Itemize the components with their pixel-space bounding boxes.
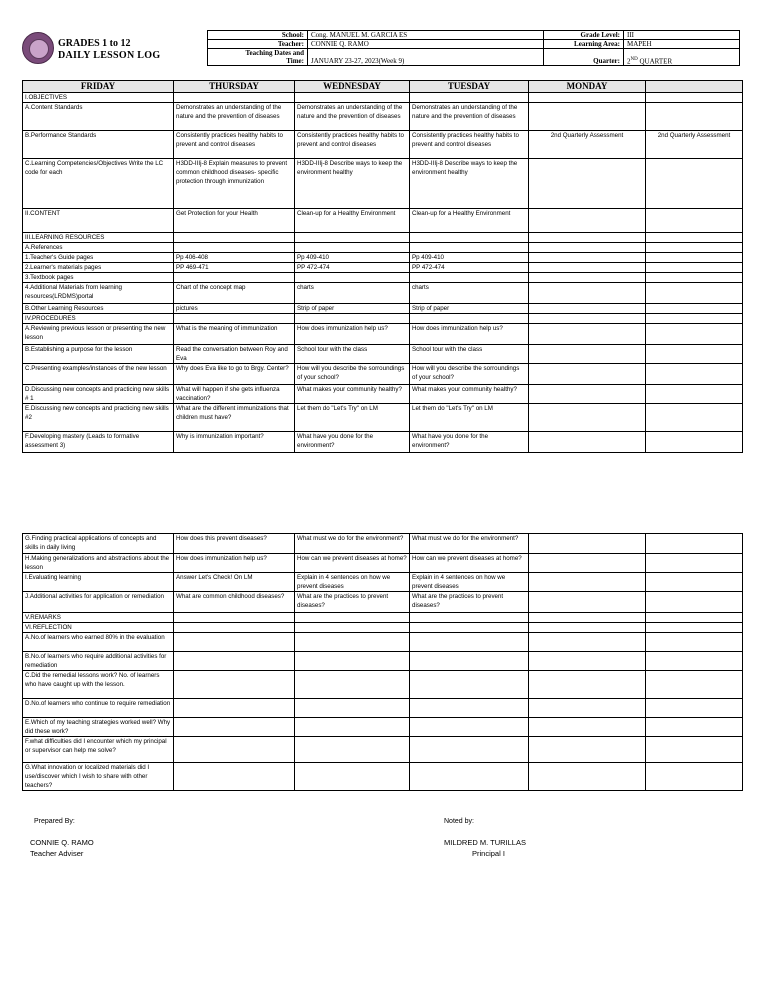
table-row (23, 345, 743, 364)
row-label: E.Discussing new concepts and practicing new skills #2 (23, 404, 174, 432)
cell-day-1: Pp 406-408 (174, 253, 295, 263)
cell-day-4 (529, 103, 646, 131)
table-row (23, 534, 743, 554)
cell-day-3: What must we do for the environment? (410, 534, 529, 554)
cell-day-2 (295, 737, 410, 763)
table-row (23, 364, 743, 385)
cell-day-3: How will you describe the sorroundings of your school? (410, 364, 529, 385)
row-label: I.Evaluating learning (23, 573, 174, 592)
cell-day-4 (529, 633, 646, 652)
cell-day-5 (646, 633, 743, 652)
noted-name: MILDRED M. TURILLAS (444, 838, 526, 847)
table-row (23, 613, 743, 623)
cell-day-5 (646, 345, 743, 364)
cell-day-3 (410, 233, 529, 243)
cell-day-5 (646, 592, 743, 613)
table-row (23, 253, 743, 263)
cell-day-4 (529, 763, 646, 791)
table-row (23, 243, 743, 253)
cell-day-2: Let them do "Let's Try" on LM (295, 404, 410, 432)
grade-label: Grade Level: (544, 31, 624, 40)
cell-day-3: H3DD-IIIj-8 Describe ways to keep the environment healthy (410, 159, 529, 209)
day-thursday: THURSDAY (174, 81, 295, 93)
info-table (207, 30, 740, 66)
cell-day-5 (646, 304, 743, 314)
cell-day-2: Demonstrates an understanding of the nature and the prevention of diseases (295, 103, 410, 131)
table-row (23, 385, 743, 404)
cell-day-5 (646, 233, 743, 243)
cell-day-2: What must we do for the environment? (295, 534, 410, 554)
prepared-title: Teacher Adviser (30, 849, 84, 858)
prepared-by-label: Prepared By: (34, 818, 75, 825)
cell-day-1: What will happen if she gets influenza vaccination? (174, 385, 295, 404)
table-row (23, 283, 743, 304)
cell-day-5 (646, 283, 743, 304)
cell-day-1 (174, 737, 295, 763)
table-row (23, 233, 743, 243)
row-label: C.Learning Competencies/Objectives Write the LC code for each (23, 159, 174, 209)
cell-day-2 (295, 652, 410, 671)
cell-day-4 (529, 209, 646, 233)
cell-day-2 (295, 623, 410, 633)
cell-day-5 (646, 364, 743, 385)
row-label: A.Content Standards (23, 103, 174, 131)
cell-day-2: Strip of paper (295, 304, 410, 314)
cell-day-4 (529, 263, 646, 273)
cell-day-5 (646, 573, 743, 592)
row-label: B.No.of learners who require additional activities for remediation (23, 652, 174, 671)
cell-day-1: Consistently practices healthy habits to prevent and control diseases (174, 131, 295, 159)
cell-day-3 (410, 763, 529, 791)
cell-day-3: School tour with the class (410, 345, 529, 364)
cell-day-4 (529, 699, 646, 718)
row-label: D.Discussing new concepts and practicing new skills # 1 (23, 385, 174, 404)
cell-day-5 (646, 159, 743, 209)
row-label: A.No.of learners who earned 80% in the evaluation (23, 633, 174, 652)
cell-day-2: School tour with the class (295, 345, 410, 364)
row-label: IV.PROCEDURES (23, 314, 174, 324)
cell-day-5 (646, 385, 743, 404)
title-daily-lesson-log: DAILY LESSON LOG (58, 50, 161, 61)
cell-day-3: How can we prevent diseases at home? (410, 554, 529, 573)
cell-day-4 (529, 159, 646, 209)
row-label: D.No.of learners who continue to require remediation (23, 699, 174, 718)
cell-day-1 (174, 623, 295, 633)
cell-day-4 (529, 253, 646, 263)
table-row (23, 304, 743, 314)
table-row (23, 623, 743, 633)
row-label: II.CONTENT (23, 209, 174, 233)
cell-day-2 (295, 233, 410, 243)
table-row (23, 718, 743, 737)
title-grades: GRADES 1 to 12 (58, 38, 131, 49)
row-label: III.LEARNING RESOURCES (23, 233, 174, 243)
dates-value: JANUARY 23-27, 2023(Week 9) (308, 49, 544, 66)
day-tuesday: TUESDAY (410, 81, 529, 93)
cell-day-4 (529, 534, 646, 554)
cell-day-1: What are common childhood diseases? (174, 592, 295, 613)
cell-day-1: What is the meaning of immunization (174, 324, 295, 345)
cell-day-1 (174, 652, 295, 671)
cell-day-1 (174, 763, 295, 791)
cell-day-4 (529, 737, 646, 763)
cell-day-2 (295, 633, 410, 652)
school-label: School: (208, 31, 308, 40)
table-row (23, 554, 743, 573)
cell-day-3 (410, 243, 529, 253)
table-row (23, 763, 743, 791)
cell-day-1 (174, 93, 295, 103)
prepared-name: CONNIE Q. RAMO (30, 838, 94, 847)
cell-day-2: PP 472-474 (295, 263, 410, 273)
table-row (23, 159, 743, 209)
row-label: 4.Additional Materials from learning resources(LRDMS)portal (23, 283, 174, 304)
school-value: Cong. MANUEL M. GARCIA ES (308, 31, 544, 40)
cell-day-4 (529, 652, 646, 671)
cell-day-2 (295, 613, 410, 623)
table-row (23, 633, 743, 652)
cell-day-5 (646, 324, 743, 345)
lesson-table-part1 (22, 80, 743, 453)
cell-day-4 (529, 613, 646, 623)
cell-day-1: Read the conversation between Roy and Eva (174, 345, 295, 364)
table-row (23, 404, 743, 432)
cell-day-5 (646, 613, 743, 623)
row-label: A.Reviewing previous lesson or presenting the new lesson (23, 324, 174, 345)
area-label: Learning Area: (544, 40, 624, 49)
table-row (23, 273, 743, 283)
row-label: G.What innovation or localized materials did I use/discover which I wish to share with other teachers? (23, 763, 174, 791)
cell-day-3 (410, 699, 529, 718)
grade-value: III (624, 31, 740, 40)
noted-title: Principal I (472, 849, 505, 858)
cell-day-1 (174, 671, 295, 699)
cell-day-3: Demonstrates an understanding of the nature and the prevention of diseases (410, 103, 529, 131)
cell-day-5 (646, 93, 743, 103)
cell-day-1: pictures (174, 304, 295, 314)
row-label: F.what difficulties did I encounter which my principal or supervisor can help me solve? (23, 737, 174, 763)
day-monday: MONDAY (529, 81, 646, 93)
cell-day-2: How can we prevent diseases at home? (295, 554, 410, 573)
row-label: 3.Textbook pages (23, 273, 174, 283)
cell-day-3 (410, 633, 529, 652)
row-label: F.Developing mastery (Leads to formative assessment 3) (23, 432, 174, 453)
cell-day-3 (410, 93, 529, 103)
cell-day-4 (529, 304, 646, 314)
cell-day-3: What makes your community healthy? (410, 385, 529, 404)
cell-day-1: How does this prevent diseases? (174, 534, 295, 554)
lesson-table-part2 (22, 533, 743, 791)
row-label: E.Which of my teaching strategies worked well? Why did these work? (23, 718, 174, 737)
table-row (23, 652, 743, 671)
cell-day-3: How does immunization help us? (410, 324, 529, 345)
cell-day-1: Why does Eva like to go to Brgy. Center? (174, 364, 295, 385)
row-label: B.Performance Standards (23, 131, 174, 159)
cell-day-4 (529, 554, 646, 573)
cell-day-4 (529, 592, 646, 613)
quarter-label: Quarter: (544, 49, 624, 66)
cell-day-4 (529, 324, 646, 345)
row-label: 1.Teacher's Guide pages (23, 253, 174, 263)
cell-day-5 (646, 273, 743, 283)
cell-day-3: Pp 409-410 (410, 253, 529, 263)
cell-day-3: Strip of paper (410, 304, 529, 314)
cell-day-4 (529, 385, 646, 404)
table-row (23, 432, 743, 453)
cell-day-3 (410, 613, 529, 623)
cell-day-3: What are the practices to prevent diseases? (410, 592, 529, 613)
cell-day-3 (410, 671, 529, 699)
cell-day-4 (529, 345, 646, 364)
day-header-row (23, 81, 743, 93)
cell-day-3: PP 472-474 (410, 263, 529, 273)
cell-day-5 (646, 554, 743, 573)
cell-day-1: Answer Let's Check! On LM (174, 573, 295, 592)
cell-day-4 (529, 233, 646, 243)
cell-day-1: What are the different immunizations that children must have? (174, 404, 295, 432)
cell-day-5 (646, 652, 743, 671)
cell-day-5 (646, 404, 743, 432)
table-row (23, 573, 743, 592)
table-row (23, 737, 743, 763)
cell-day-2: Pp 409-410 (295, 253, 410, 263)
cell-day-4 (529, 573, 646, 592)
cell-day-2: What have you done for the environment? (295, 432, 410, 453)
cell-day-2 (295, 671, 410, 699)
cell-day-3: charts (410, 283, 529, 304)
table-row (23, 699, 743, 718)
area-value: MAPEH (624, 40, 740, 49)
row-label: A.References (23, 243, 174, 253)
cell-day-1: H3DD-IIIj-8 Explain measures to prevent common childhood diseases- specific protection through immunization (174, 159, 295, 209)
cell-day-1 (174, 273, 295, 283)
table-row (23, 209, 743, 233)
table-row (23, 592, 743, 613)
cell-day-1: Demonstrates an understanding of the nature and the prevention of diseases (174, 103, 295, 131)
table-row (23, 324, 743, 345)
row-label: 2.Learner's materials pages (23, 263, 174, 273)
table-row (23, 103, 743, 131)
cell-day-2 (295, 763, 410, 791)
cell-day-2 (295, 273, 410, 283)
cell-day-4 (529, 671, 646, 699)
row-label: B.Other Learning Resources (23, 304, 174, 314)
cell-day-5 (646, 699, 743, 718)
cell-day-4 (529, 404, 646, 432)
cell-day-1 (174, 718, 295, 737)
cell-day-4 (529, 314, 646, 324)
cell-day-2: H3DD-IIIj-8 Describe ways to keep the environment healthy (295, 159, 410, 209)
row-label: J.Additional activities for application or remediation (23, 592, 174, 613)
table-row (23, 671, 743, 699)
cell-day-5 (646, 263, 743, 273)
cell-day-2 (295, 699, 410, 718)
cell-day-5 (646, 718, 743, 737)
cell-day-5 (646, 314, 743, 324)
cell-day-2: Clean-up for a Healthy Environment (295, 209, 410, 233)
cell-day-2 (295, 718, 410, 737)
row-label: B.Establishing a purpose for the lesson (23, 345, 174, 364)
cell-day-5 (646, 623, 743, 633)
cell-day-3 (410, 737, 529, 763)
cell-day-5 (646, 243, 743, 253)
cell-day-1 (174, 233, 295, 243)
row-label: V.REMARKS (23, 613, 174, 623)
cell-day-1: How does immunization help us? (174, 554, 295, 573)
cell-day-1: Chart of the concept map (174, 283, 295, 304)
table-row (23, 314, 743, 324)
cell-day-1 (174, 699, 295, 718)
cell-day-3 (410, 273, 529, 283)
dates-label: Teaching Dates and Time: (208, 49, 308, 66)
cell-day-2: What are the practices to prevent diseases? (295, 592, 410, 613)
row-label: H.Making generalizations and abstractions about the lesson (23, 554, 174, 573)
cell-day-2: Explain in 4 sentences on how we prevent diseases (295, 573, 410, 592)
row-label: C.Did the remedial lessons work? No. of learners who have caught up with the lesson. (23, 671, 174, 699)
cell-day-5 (646, 763, 743, 791)
cell-day-3: What have you done for the environment? (410, 432, 529, 453)
cell-day-5 (646, 103, 743, 131)
cell-day-2: Consistently practices healthy habits to prevent and control diseases (295, 131, 410, 159)
row-label: VI.REFLECTION (23, 623, 174, 633)
cell-day-4 (529, 623, 646, 633)
cell-day-4 (529, 432, 646, 453)
cell-day-2 (295, 93, 410, 103)
cell-day-4 (529, 273, 646, 283)
cell-day-5 (646, 209, 743, 233)
cell-day-4 (529, 364, 646, 385)
teacher-label: Teacher: (208, 40, 308, 49)
table-row (23, 93, 743, 103)
cell-day-3 (410, 314, 529, 324)
cell-day-2: What makes your community healthy? (295, 385, 410, 404)
day-friday: FRIDAY (23, 81, 174, 93)
cell-day-3 (410, 623, 529, 633)
cell-day-3: Consistently practices healthy habits to prevent and control diseases (410, 131, 529, 159)
cell-day-2 (295, 243, 410, 253)
cell-day-2: How does immunization help us? (295, 324, 410, 345)
cell-day-4 (529, 243, 646, 253)
quarter-value: 2ND QUARTER (624, 49, 740, 66)
table-row (23, 263, 743, 273)
cell-day-1: Get Protection for your Health (174, 209, 295, 233)
cell-day-5 (646, 534, 743, 554)
cell-day-4 (529, 718, 646, 737)
day-wednesday: WEDNESDAY (295, 81, 410, 93)
cell-day-5 (646, 671, 743, 699)
cell-day-2 (295, 314, 410, 324)
cell-day-3: Explain in 4 sentences on how we prevent diseases (410, 573, 529, 592)
cell-day-4 (529, 283, 646, 304)
row-label: G.Finding practical applications of concepts and skills in daily living (23, 534, 174, 554)
cell-day-4: 2nd Quarterly Assessment (529, 131, 646, 159)
cell-day-3: Clean-up for a Healthy Environment (410, 209, 529, 233)
cell-day-5: 2nd Quarterly Assessment (646, 131, 743, 159)
teacher-value: CONNIE Q. RAMO (308, 40, 544, 49)
cell-day-1 (174, 613, 295, 623)
cell-day-1 (174, 243, 295, 253)
cell-day-2: How will you describe the sorroundings of your school? (295, 364, 410, 385)
cell-day-5 (646, 253, 743, 263)
cell-day-2: charts (295, 283, 410, 304)
cell-day-1: PP 469-471 (174, 263, 295, 273)
row-label: I.OBJECTIVES (23, 93, 174, 103)
cell-day-4 (529, 93, 646, 103)
cell-day-5 (646, 432, 743, 453)
deped-seal-icon (22, 32, 54, 64)
cell-day-3 (410, 652, 529, 671)
cell-day-1: Why is immunization important? (174, 432, 295, 453)
cell-day-5 (646, 737, 743, 763)
cell-day-3 (410, 718, 529, 737)
noted-by-label: Noted by: (444, 818, 474, 825)
cell-day-1 (174, 633, 295, 652)
table-row (23, 131, 743, 159)
cell-day-1 (174, 314, 295, 324)
cell-day-3: Let them do "Let's Try" on LM (410, 404, 529, 432)
row-label: C.Presenting examples/instances of the new lesson (23, 364, 174, 385)
